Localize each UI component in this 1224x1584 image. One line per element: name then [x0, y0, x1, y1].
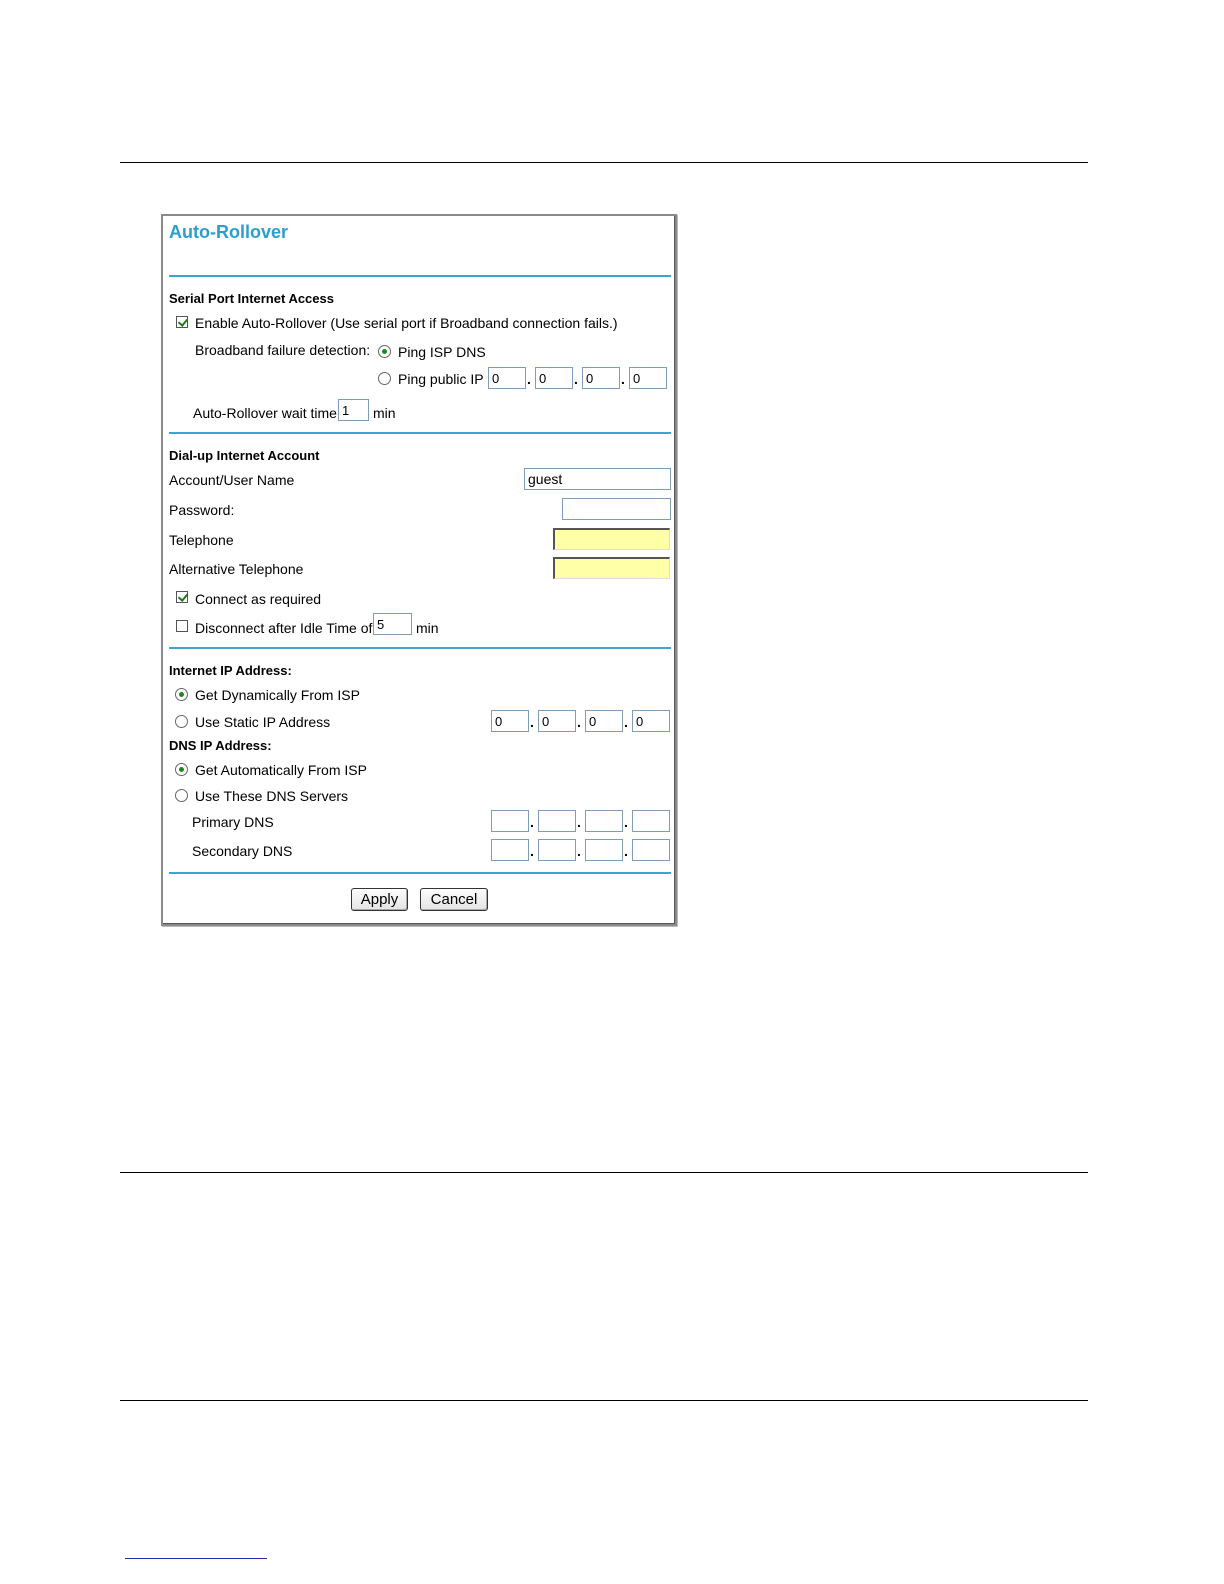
title-separator: [169, 275, 671, 277]
primary-dns-octet-4[interactable]: [632, 810, 670, 832]
ping-ip-octet-3[interactable]: [582, 367, 620, 389]
telephone-input[interactable]: [553, 528, 670, 550]
auto-rollover-panel: [161, 214, 677, 926]
ip-dot: .: [530, 843, 534, 859]
ip-dot: .: [624, 814, 628, 830]
footer-rule-upper: [120, 1172, 1088, 1173]
idle-time-unit: min: [416, 620, 439, 636]
section-separator: [169, 432, 671, 434]
ping-isp-dns-label: Ping ISP DNS: [398, 344, 486, 360]
primary-dns-octet-2[interactable]: [538, 810, 576, 832]
secondary-dns-octet-4[interactable]: [632, 839, 670, 861]
ping-ip-octet-2[interactable]: [535, 367, 573, 389]
ip-dot: .: [577, 814, 581, 830]
secondary-dns-label: Secondary DNS: [192, 843, 293, 859]
dns-auto-label: Get Automatically From ISP: [195, 762, 367, 778]
section-separator: [169, 647, 671, 649]
primary-dns-octet-3[interactable]: [585, 810, 623, 832]
dialup-section-heading: Dial-up Internet Account: [169, 448, 320, 463]
ip-dot: .: [624, 843, 628, 859]
dns-auto-radio[interactable]: [175, 763, 188, 776]
alt-telephone-label: Alternative Telephone: [169, 561, 304, 577]
ip-dot: .: [621, 371, 625, 387]
disconnect-idle-checkbox[interactable]: [176, 620, 188, 632]
wait-time-input[interactable]: [338, 399, 369, 421]
enable-auto-rollover-checkbox[interactable]: [176, 316, 188, 328]
page-title: Auto-Rollover: [169, 222, 288, 242]
footer-rule-lower: [120, 1400, 1088, 1401]
ping-ip-octet-4[interactable]: [629, 367, 667, 389]
ip-dynamic-radio[interactable]: [175, 688, 188, 701]
buttons-separator: [169, 872, 671, 874]
dns-manual-radio[interactable]: [175, 789, 188, 802]
primary-dns-octet-1[interactable]: [491, 810, 529, 832]
user-name-input[interactable]: [524, 468, 671, 490]
primary-dns-label: Primary DNS: [192, 814, 274, 830]
ip-dot: .: [624, 714, 628, 730]
ip-static-radio[interactable]: [175, 715, 188, 728]
static-ip-octet-1[interactable]: [491, 710, 529, 732]
disconnect-idle-label: Disconnect after Idle Time of: [195, 620, 373, 636]
ping-isp-dns-radio[interactable]: [378, 345, 391, 358]
idle-time-input[interactable]: [373, 613, 412, 635]
user-name-label: Account/User Name: [169, 472, 295, 488]
detection-label: Broadband failure detection:: [195, 342, 371, 358]
ip-static-label: Use Static IP Address: [195, 714, 331, 730]
secondary-dns-octet-2[interactable]: [538, 839, 576, 861]
telephone-label: Telephone: [169, 532, 234, 548]
header-rule: [120, 162, 1088, 163]
password-label: Password:: [169, 502, 235, 518]
ip-dot: .: [577, 714, 581, 730]
enable-auto-rollover-label: Enable Auto-Rollover (Use serial port if Broadband connection fails.): [195, 315, 618, 331]
footer-link-underline: [125, 1558, 267, 1559]
static-ip-octet-4[interactable]: [632, 710, 670, 732]
connect-as-required-checkbox[interactable]: [176, 591, 188, 603]
ip-dot: .: [530, 814, 534, 830]
dns-heading: DNS IP Address:: [169, 738, 272, 753]
secondary-dns-octet-3[interactable]: [585, 839, 623, 861]
serial-section-heading: Serial Port Internet Access: [169, 291, 334, 306]
ip-dot: .: [527, 371, 531, 387]
static-ip-octet-2[interactable]: [538, 710, 576, 732]
apply-button[interactable]: Apply: [351, 888, 408, 911]
static-ip-octet-3[interactable]: [585, 710, 623, 732]
ip-dynamic-label: Get Dynamically From ISP: [195, 687, 360, 703]
internet-ip-heading: Internet IP Address:: [169, 663, 292, 678]
dns-manual-label: Use These DNS Servers: [195, 788, 349, 804]
ping-public-ip-radio[interactable]: [378, 372, 391, 385]
ip-dot: .: [577, 843, 581, 859]
ping-ip-octet-1[interactable]: [488, 367, 526, 389]
secondary-dns-octet-1[interactable]: [491, 839, 529, 861]
wait-time-unit: min: [373, 405, 396, 421]
cancel-button[interactable]: Cancel: [420, 888, 488, 911]
ping-public-ip-label: Ping public IP: [398, 371, 484, 387]
ip-dot: .: [530, 714, 534, 730]
password-input[interactable]: [562, 498, 671, 520]
ip-dot: .: [574, 371, 578, 387]
wait-time-label: Auto-Rollover wait time: [193, 405, 337, 421]
connect-as-required-label: Connect as required: [195, 591, 322, 607]
alt-telephone-input[interactable]: [553, 557, 670, 579]
